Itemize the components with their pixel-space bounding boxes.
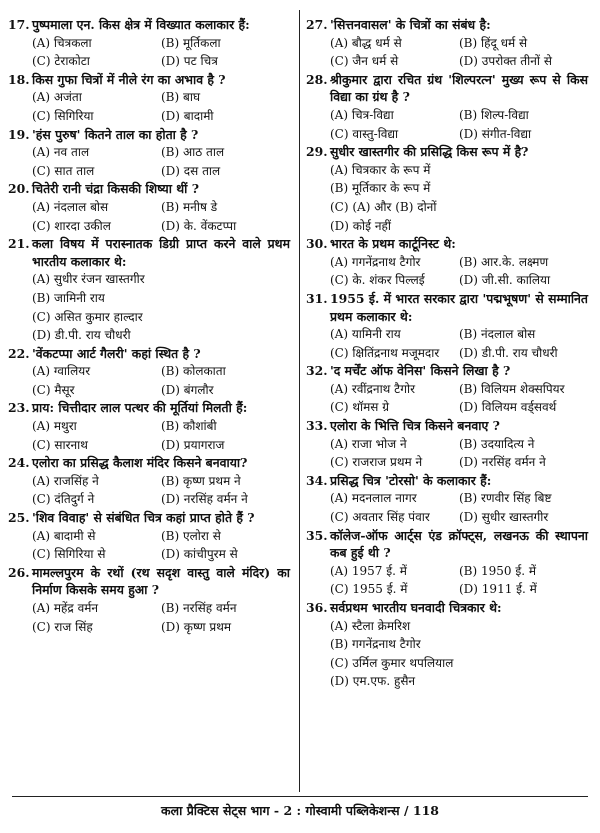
question [8, 454, 290, 509]
option-list [306, 106, 588, 143]
question [306, 290, 588, 362]
question-number: 25. [8, 510, 30, 526]
question-text-row [8, 16, 290, 34]
question [306, 235, 588, 290]
question-number: 36. [306, 600, 328, 615]
answer-option: (B) गगनेंद्रनाथ टैगोर [330, 637, 421, 652]
question-text: कला विषय में परास्नातक डिग्री प्राप्त करने वाले प्रथम भारतीय कलाकार थे: [32, 236, 290, 269]
answer-option: (B) हिंदू धर्म से [459, 35, 528, 50]
answer-option: (A) महेंद्र वर्मन [32, 601, 99, 615]
question-text-row [8, 180, 290, 198]
option-list [8, 198, 290, 235]
answer-option: (C) सारनाथ [32, 437, 88, 452]
question-text-row [306, 599, 588, 617]
question-text: 'द मर्चेंट ऑफ वेनिस' किसने लिखा है ? [330, 363, 511, 379]
question-text: प्राय: चित्तीदार लाल पत्थर की मूर्तियां मिलती हैं: [32, 400, 248, 416]
question [8, 16, 290, 71]
question-text: 'वेंकटप्पा आर्ट गैलरी' कहां स्थित है ? [32, 345, 201, 361]
question [306, 472, 588, 527]
answer-option: (D) संगीत-विद्या [459, 126, 532, 141]
question-number: 20. [8, 181, 30, 197]
option-list [8, 472, 290, 509]
question [8, 71, 290, 126]
question-text: सर्वप्रथम भारतीय घनवादी चित्रकार थे: [330, 600, 502, 615]
question-text: किस गुफा चित्रों में नीले रंग का अभाव है ? [32, 71, 226, 87]
question-text-row [306, 290, 588, 325]
question-text-row [306, 71, 588, 106]
question-text-row [8, 454, 290, 472]
answer-option: (A) अजंता [32, 90, 82, 105]
option-list [306, 253, 588, 290]
answer-option: (A) नंदलाल बोस [32, 199, 109, 214]
question [8, 564, 290, 636]
answer-option: (D) बादामी [161, 108, 214, 123]
answer-option: (A) बौद्ध धर्म से [330, 35, 402, 50]
answer-option: (B) जामिनी राय [32, 290, 105, 305]
option-list [306, 489, 588, 526]
answer-option: (C) अवतार सिंह पंवार [330, 510, 430, 525]
question-number: 18. [8, 71, 30, 87]
answer-option: (C) 1955 ई. में [330, 582, 408, 597]
page-footer: कला प्रैक्टिस सेट्स भाग - 2 : गोस्वामी पब्लिकेशन्स / 118 [161, 803, 439, 818]
question-number: 33. [306, 418, 328, 434]
answer-option: (A) चित्र-विद्या [330, 107, 394, 122]
question-text-row [306, 16, 588, 34]
answer-option: (D) 1911 ई. में [459, 582, 537, 597]
question [306, 143, 588, 235]
answer-option: (C) सिगिरिया [32, 108, 94, 123]
question-text: सुधीर खास्तगीर की प्रसिद्धि किस रूप में है? [330, 144, 529, 160]
answer-option: (D) कृष्ण प्रथम [161, 619, 232, 634]
answer-option: (D) पट चित्र [161, 54, 218, 69]
question-number: 27. [306, 17, 328, 32]
answer-option: (A) राजसिंह ने [32, 473, 99, 488]
answer-option: (C) राज सिंह [32, 619, 93, 634]
option-list [306, 617, 588, 691]
answer-option: (D) जी.सी. कालिया [459, 273, 551, 288]
answer-option: (C) (A) और (B) दोनों [330, 199, 437, 214]
question-text-row [306, 417, 588, 435]
option-list [8, 527, 290, 564]
answer-option: (A) रवींद्रनाथ टैगोर [330, 381, 415, 396]
answer-option: (A) चित्रकला [32, 35, 92, 50]
question-text: 'सित्तनवासल' के चित्रों का संबंध है: [330, 17, 491, 32]
question-text: एलोरा के भित्ति चित्र किसने बनवाए ? [330, 418, 500, 434]
answer-option: (B) नंदलाल बोस [459, 327, 536, 342]
answer-option: (A) बादामी से [32, 528, 96, 543]
answer-option: (D) कोई नहीं [330, 218, 391, 233]
question-text-row [8, 235, 290, 270]
answer-option: (B) रणवीर सिंह बिष्ट [459, 491, 552, 506]
answer-option: (A) राजा भोज ने [330, 436, 407, 451]
question-text: पुष्पमाला एन. किस क्षेत्र में विख्यात कलाकार हैं: [32, 17, 250, 32]
answer-option: (C) शारदा उकील [32, 218, 111, 233]
question-text: 1955 ई. में भारत सरकार द्वारा 'पद्मभूषण' से सम्मानित प्रथम कलाकार थे: [330, 290, 588, 324]
answer-option: (A) चित्रकार के रूप में [330, 162, 431, 177]
answer-option: (C) दंतिदुर्ग ने [32, 492, 95, 507]
answer-option: (B) 1950 ई. में [459, 563, 537, 578]
question-number: 34. [306, 472, 328, 488]
answer-option: (B) विलियम शेक्सपियर [459, 381, 565, 396]
question-number: 24. [8, 455, 30, 471]
question-text-row [8, 345, 290, 363]
question-number: 22. [8, 345, 30, 361]
option-list [306, 34, 588, 71]
answer-option: (B) कृष्ण प्रथम ने [161, 473, 241, 488]
question-number: 35. [306, 527, 328, 543]
question [306, 16, 588, 71]
answer-option: (C) टेराकोटा [32, 54, 90, 69]
answer-option: (A) मदनलाल नागर [330, 491, 417, 506]
answer-option: (C) के. शंकर पिल्लई [330, 273, 425, 288]
answer-option: (C) क्षितिंद्रनाथ मजूमदार [330, 345, 440, 360]
option-list [8, 417, 290, 454]
question [8, 235, 290, 345]
option-list [8, 270, 290, 344]
answer-option: (D) के. वेंकटप्पा [161, 218, 237, 233]
answer-option: (A) स्टैला क्रेमरिश [330, 618, 411, 633]
question-number: 29. [306, 144, 328, 160]
question-text: श्रीकुमार द्वारा रचित ग्रंथ 'शिल्परत्न' मुख्य रूप से किस विद्या का ग्रंथ है ? [330, 71, 588, 105]
option-list [306, 161, 588, 235]
question-text-row [306, 235, 588, 253]
answer-option: (B) उदयादित्य ने [459, 436, 535, 451]
option-list [306, 325, 588, 362]
answer-option: (D) एम.एफ. हुसैन [330, 674, 416, 689]
answer-option: (B) आठ ताल [161, 145, 225, 160]
answer-option: (B) आर.के. लक्ष्मण [459, 254, 549, 269]
question-number: 17. [8, 17, 30, 32]
column-divider [299, 10, 300, 792]
question-number: 30. [306, 236, 328, 252]
question-number: 26. [8, 564, 30, 580]
question-text: 'हंस पुरुष' कितने ताल का होता है ? [32, 126, 199, 142]
right-column [306, 16, 588, 691]
question [8, 180, 290, 235]
answer-option: (D) उपरोक्त तीनों से [459, 54, 552, 69]
answer-option: (C) असित कुमार हाल्दार [32, 309, 143, 324]
question-text-row [306, 527, 588, 562]
question-text-row [8, 564, 290, 599]
question-text-row [8, 126, 290, 144]
answer-option: (A) सुधीर रंजन खास्तगीर [32, 272, 145, 287]
answer-option: (D) डी.पी. राय चौधरी [459, 345, 558, 360]
answer-option: (A) गगनेंद्रनाथ टैगोर [330, 254, 421, 269]
answer-option: (C) सात ताल [32, 163, 95, 178]
question-text-row [306, 362, 588, 380]
question [306, 71, 588, 143]
option-list [8, 599, 290, 636]
answer-option: (D) डी.पी. राय चौधरी [32, 328, 131, 343]
question [8, 399, 290, 454]
answer-option: (B) मूर्तिकला [161, 35, 221, 50]
question-text-row [306, 143, 588, 161]
answer-option: (B) बाघ [161, 90, 201, 105]
question-number: 23. [8, 400, 30, 416]
answer-option: (C) उर्मिल कुमार थपलियाल [330, 655, 454, 670]
answer-option: (C) मैसूर [32, 382, 75, 397]
footer-rule [12, 796, 588, 797]
question-text: एलोरा का प्रसिद्ध कैलाश मंदिर किसने बनवाया? [32, 455, 248, 471]
question-number: 31. [306, 290, 328, 306]
answer-option: (D) प्रयागराज [161, 437, 225, 452]
left-column [8, 16, 290, 636]
answer-option: (B) एलोरा से [161, 528, 221, 543]
answer-option: (C) राजराज प्रथम ने [330, 455, 423, 470]
answer-option: (B) मूर्तिकार के रूप में [330, 181, 431, 196]
question-text: भारत के प्रथम कार्टूनिस्ट थे: [330, 236, 456, 252]
answer-option: (D) बंगलौर [161, 382, 214, 397]
answer-option: (D) नरसिंह वर्मन ने [459, 455, 546, 470]
question [306, 362, 588, 417]
answer-option: (B) कोलकाता [161, 364, 226, 379]
answer-option: (C) सिगिरिया से [32, 547, 106, 562]
question-text: 'शिव विवाह' से संबंधित चित्र कहां प्राप्त होते हैं ? [32, 510, 255, 526]
answer-option: (A) ग्वालियर [32, 364, 91, 379]
question [8, 126, 290, 181]
answer-option: (C) जैन धर्म से [330, 54, 399, 69]
question-text: मामल्लपुरम के रथों (रथ सदृश वास्तु वाले मंदिर) का निर्माण किसके समय हुआ ? [32, 564, 290, 598]
answer-option: (D) कांचीपुरम से [161, 547, 238, 562]
question-text: कॉलेज-ऑफ आर्ट्स एंड क्रॉफ्ट्स, लखनऊ की स्थापना कब हुई थी ? [330, 527, 588, 561]
answer-option: (D) दस ताल [161, 163, 221, 178]
answer-option: (A) नव ताल [32, 145, 90, 160]
option-list [306, 435, 588, 472]
question [8, 509, 290, 564]
question-text: चितेरी रानी चंद्रा किसकी शिष्या थीं ? [32, 181, 199, 197]
answer-option: (C) थॉमस ग्रे [330, 400, 390, 415]
question-number: 21. [8, 236, 30, 252]
answer-option: (B) कौशांबी [161, 419, 217, 434]
answer-option: (B) नरसिंह वर्मन [161, 601, 237, 615]
answer-option: (A) 1957 ई. में [330, 563, 407, 578]
question-number: 19. [8, 126, 30, 142]
option-list [306, 380, 588, 417]
answer-option: (C) वास्तु-विद्या [330, 126, 399, 141]
option-list [8, 88, 290, 125]
question-number: 28. [306, 71, 328, 87]
question [306, 599, 588, 691]
question-text-row [8, 399, 290, 417]
question-text-row [8, 71, 290, 89]
answer-option: (D) विलियम वर्ड्सवर्थ [459, 400, 557, 415]
answer-option: (B) शिल्प-विद्या [459, 107, 529, 122]
question [306, 527, 588, 599]
option-list [306, 562, 588, 599]
answer-option: (D) सुधीर खास्तगीर [459, 510, 549, 525]
question [8, 345, 290, 400]
answer-option: (D) नरसिंह वर्मन ने [161, 492, 248, 507]
question-text: प्रसिद्ध चित्र 'टोरसो' के कलाकार हैं: [330, 472, 492, 488]
option-list [8, 34, 290, 71]
question-text-row [8, 509, 290, 527]
answer-option: (A) मथुरा [32, 419, 77, 434]
question-number: 32. [306, 363, 328, 379]
answer-option: (A) यामिनी राय [330, 327, 401, 342]
question-text-row [306, 472, 588, 490]
option-list [8, 143, 290, 180]
answer-option: (B) मनीष डे [161, 199, 218, 214]
question [306, 417, 588, 472]
option-list [8, 362, 290, 399]
